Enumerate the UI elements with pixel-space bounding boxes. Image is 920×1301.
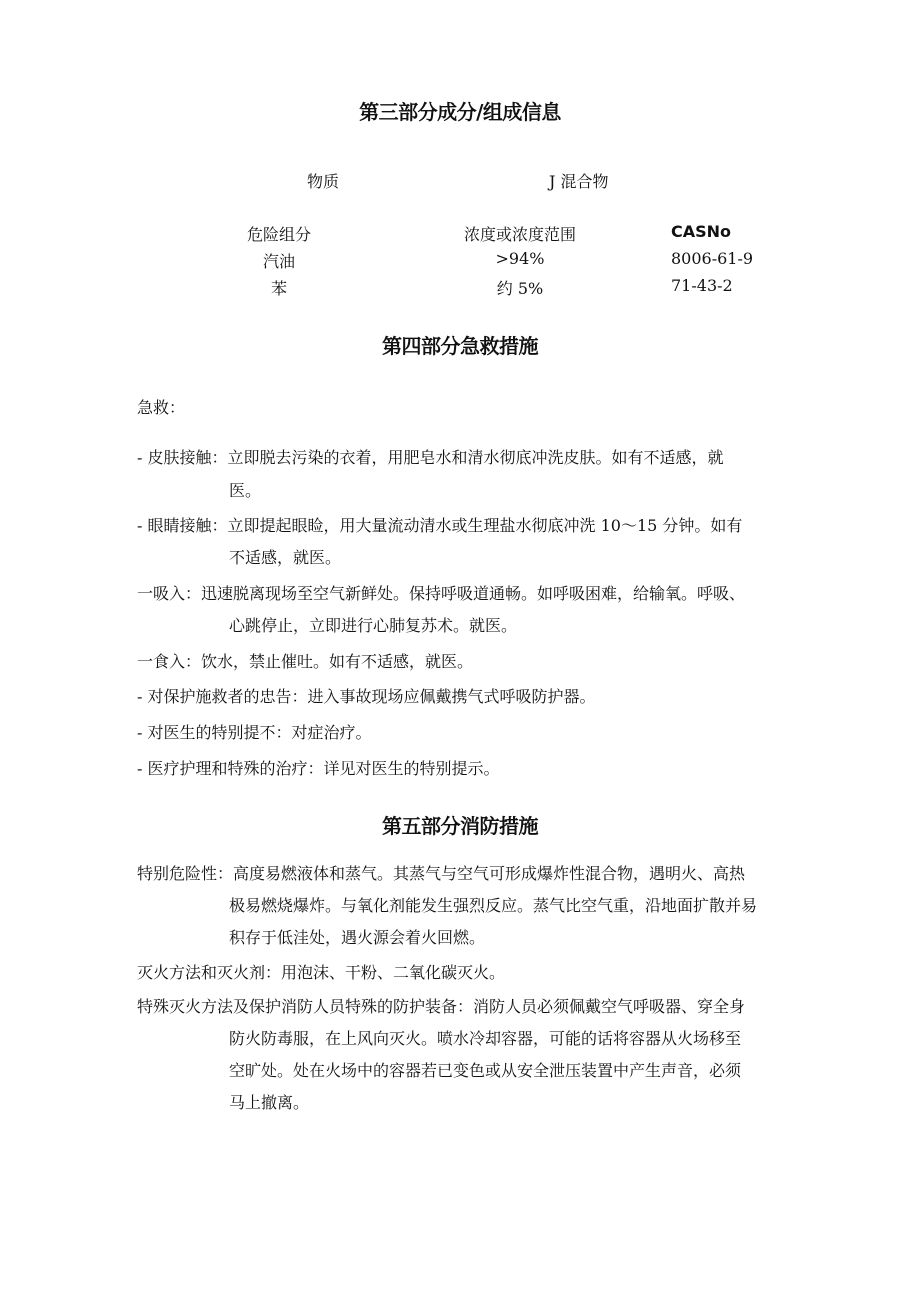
- header-concentration: 浓度或浓度范围: [463, 225, 576, 244]
- row-concentration: >94%: [495, 249, 545, 268]
- first-aid-inhalation: 一吸入：迅速脱离现场至空气新鲜处。保持呼吸道通畅。如呼吸困难，给输氧。呼吸、: [137, 584, 746, 603]
- first-aid-rescuer-advice: - 对保护施救者的忠告：进入事故现场应佩戴携气式呼吸防护器。: [137, 687, 596, 706]
- fire-protective-equipment: 特殊灭火方法及保护消防人员特殊的防护装备：消防人员必须佩戴空气呼吸器、穿全身: [137, 997, 746, 1016]
- fire-protective-equipment-cont: 防火防毒服，在上风向灭火。喷水冷却容器，可能的话将容器从火场移至: [229, 1029, 742, 1048]
- first-aid-doctor-note: - 对医生的特别提不：对症治疗。: [137, 723, 372, 742]
- header-component: 危险组分: [246, 225, 311, 244]
- fire-protective-equipment-cont: 空旷处。处在火场中的容器若已变色或从安全泄压装置中产生声音，必须: [229, 1061, 742, 1080]
- fire-special-hazards-cont: 极易燃烧爆炸。与氧化剂能发生强烈反应。蒸气比空气重，沿地面扩散并易: [229, 896, 758, 915]
- row-concentration: 约 5%: [496, 279, 544, 298]
- header-casno: CASNo: [671, 222, 732, 241]
- fire-protective-equipment-cont: 马上撤离。: [229, 1093, 310, 1112]
- row-casno: 8006-61-9: [671, 249, 754, 268]
- first-aid-medical-care: - 医疗护理和特殊的治疗：详见对医生的特别提示。: [137, 759, 500, 778]
- substance-value: J 混合物: [549, 172, 609, 191]
- fire-extinguishing-media: 灭火方法和灭火剂：用泡沫、干粉、二氧化碳灭火。: [137, 963, 506, 982]
- section3-title: 第三部分成分/组成信息: [359, 100, 561, 124]
- row-casno: 71-43-2: [671, 276, 733, 295]
- first-aid-ingestion: 一食入：饮水，禁止催吐。如有不适感，就医。: [137, 652, 474, 671]
- section5-title: 第五部分消防措施: [382, 814, 538, 838]
- first-aid-skin-cont: 医。: [229, 481, 262, 500]
- row-component: 苯: [270, 279, 287, 298]
- first-aid-eyes-cont: 不适感，就医。: [229, 548, 342, 567]
- first-aid-intro: 急救：: [137, 398, 186, 417]
- first-aid-skin: - 皮肤接触：立即脱去污染的衣着，用肥皂水和清水彻底冲洗皮肤。如有不适感，就: [137, 448, 724, 467]
- fire-special-hazards-cont: 积存于低洼处，遇火源会着火回燃。: [229, 928, 486, 947]
- fire-special-hazards: 特别危险性：高度易燃液体和蒸气。其蒸气与空气可形成爆炸性混合物，遇明火、高热: [137, 864, 746, 883]
- first-aid-inhalation-cont: 心跳停止，立即进行心肺复苏术。就医。: [229, 616, 518, 635]
- row-component: 汽油: [262, 252, 295, 271]
- first-aid-eyes: - 眼睛接触：立即提起眼睑，用大量流动清水或生理盐水彻底冲洗 10～15 分钟。如有: [137, 516, 743, 535]
- section4-title: 第四部分急救措施: [382, 334, 538, 358]
- substance-label: 物质: [307, 172, 340, 191]
